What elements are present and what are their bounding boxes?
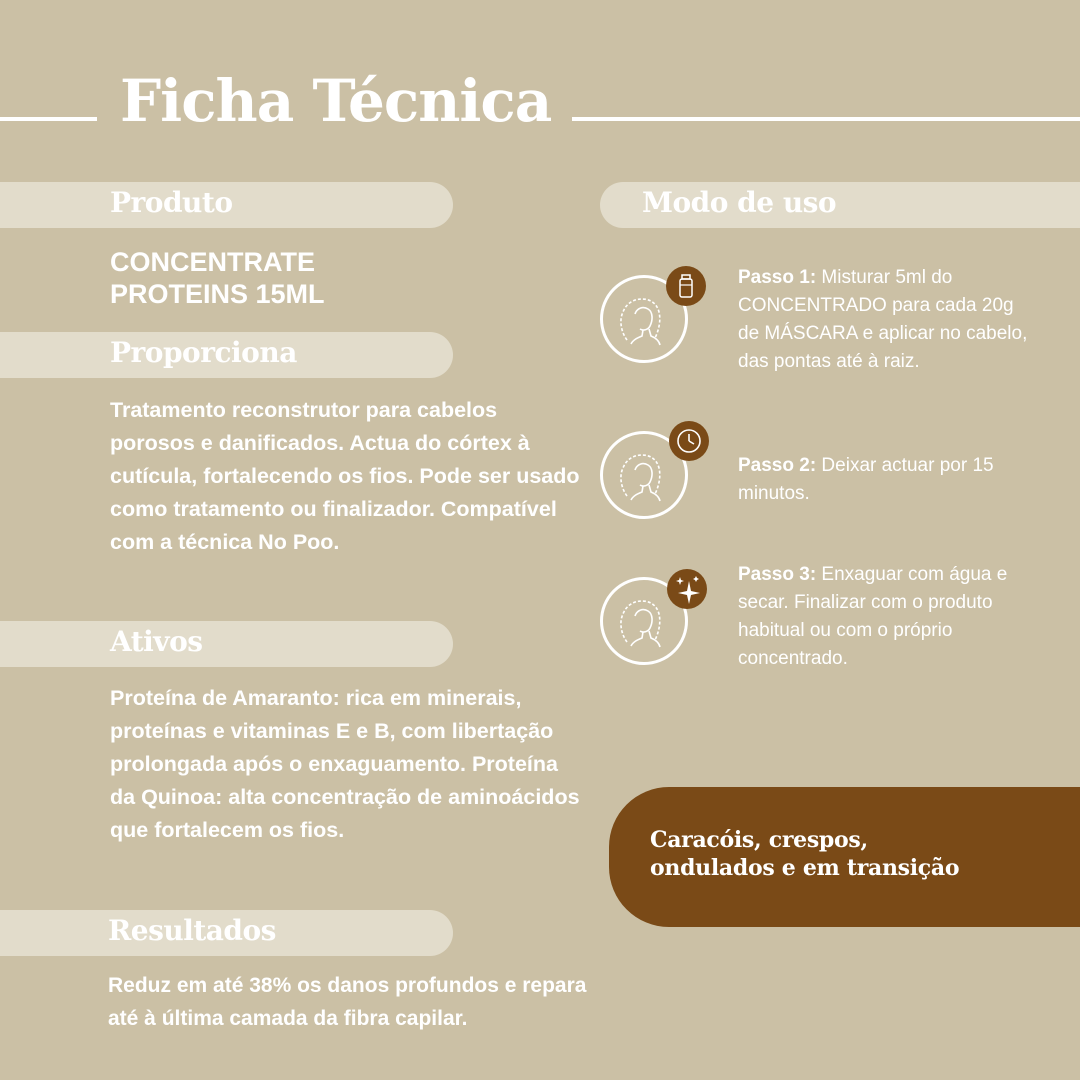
hair-types-text [650,826,1070,882]
step-1-label: Passo 1: [738,267,817,288]
product-name-line2: PROTEINS 15ML [110,279,325,309]
step-1-text [738,264,1028,376]
proporciona-text: Tratamento reconstrutor para cabelos porosos e danificados. Actua do córtex à cutícula, fortalecendo os fios. Pode ser usado como tratamento ou finalizador. Compatível com a técnica No Poo. [110,398,580,554]
page-title: Ficha Técnica [120,67,552,135]
section-heading-proporciona: Proporciona [110,336,297,369]
section-heading-produto: Produto [110,186,233,219]
sparkle-icon [667,569,707,609]
product-name-line1: CONCENTRATE [110,247,315,277]
section-heading-modo-de-uso: Modo de uso [642,186,837,219]
section-heading-resultados: Resultados [108,914,276,947]
title-rule-left [0,117,97,121]
step-2-text [738,452,998,508]
resultados-text: Reduz em até 38% os danos profundos e repara até à última camada da fibra capilar. [108,974,587,1030]
step-2-label: Passo 2: [738,455,817,476]
product-name [110,246,510,310]
step-3-description: Enxaguar com água e secar. Finalizar com o produto habitual ou com o próprio concentrado. [738,564,1008,669]
ativos-text: Proteína de Amaranto: rica em minerais, proteínas e vitaminas E e B, com libertação prolongada após o enxaguamento. Proteína da Quinoa: alta concentração de aminoácidos que fortalecem os fios. [110,686,580,842]
hair-types-line1: Caracóis, crespos, [650,827,868,853]
title-rule-right [572,117,1080,121]
hair-types-line2: ondulados e em transição [650,855,960,881]
section-heading-ativos: Ativos [110,625,203,658]
step-3-text [738,561,1008,673]
bottle-icon [666,266,706,306]
section-pill-ativos [0,621,453,667]
clock-icon [669,421,709,461]
step-3-label: Passo 3: [738,564,817,585]
step-2-description: Deixar actuar por 15 minutos. [738,455,994,504]
step-1-description: Misturar 5ml do CONCENTRADO para cada 20g de MÁSCARA e aplicar no cabelo, das pontas até à raiz. [738,267,1028,372]
